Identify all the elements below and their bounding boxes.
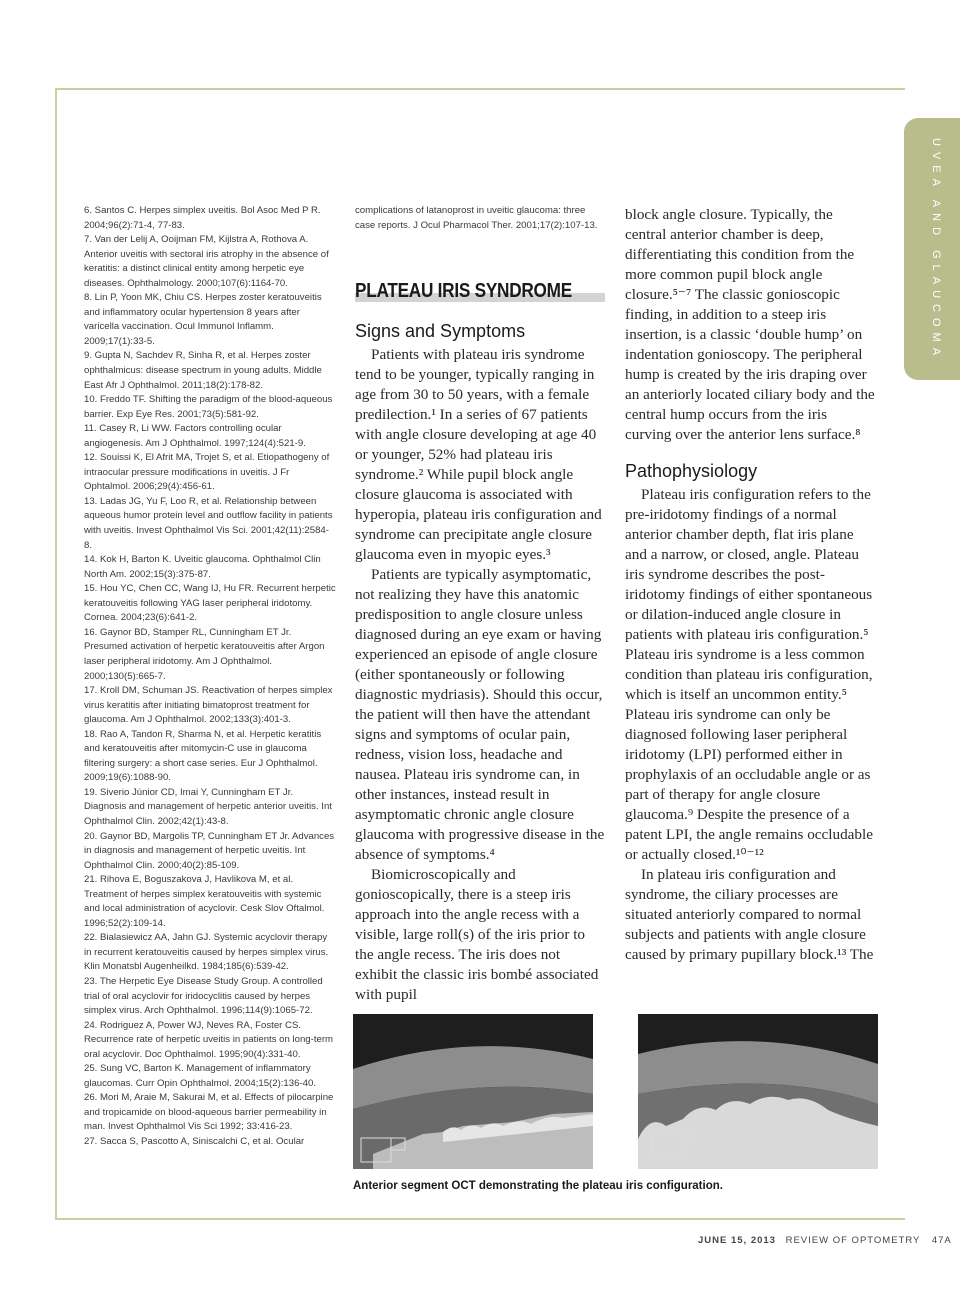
body-column-3	[625, 485, 875, 965]
reference-item: 25. Sung VC, Barton K. Management of inflammatory glaucomas. Curr Opin Ophthalmol. 2004;15(2):136-40.	[84, 1063, 316, 1089]
footer-date: JUNE 15, 2013	[698, 1235, 776, 1246]
subheading-signs-symptoms: Signs and Symptoms	[355, 321, 526, 341]
footer-publication: REVIEW OF OPTOMETRY	[785, 1235, 921, 1246]
section-title: PLATEAU IRIS SYNDROME	[355, 280, 572, 302]
reference-continuation: complications of latanoprost in uveitic glaucoma: three case reports. J Ocul Pharmacol Ther. 2001;17(2):107-13.	[355, 205, 598, 231]
paragraph: Plateau iris configuration refers to the pre-iridotomy findings of a normal anterior chamber depth, flat iris plane and a narrow, or closed, angle. Plateau iris syndrome describes the post-iridotomy findings of either spontaneous or dilation-induced angle closure in patients with plateau iris configuration.⁵ Plateau iris syndrome is a less common condition than plateau iris configuration, which is itself an uncommon entity.⁵ Plateau iris syndrome can only be diagnosed following laser peripheral iridotomy (LPI) performed either in prophylaxis of an occludable angle or as part of therapy for angle closure glaucoma.⁹ Despite the presence of a patent LPI, the angle remains occludable or actually closed.¹⁰⁻¹²	[625, 486, 873, 863]
reference-item: 6. Santos C. Herpes simplex uveitis. Bol Asoc Med P R. 2004;96(2):71-4, 77-83.	[84, 205, 321, 231]
reference-item: 27. Sacca S, Pascotto A, Siniscalchi C, et al. Ocular	[84, 1136, 305, 1147]
page-number: 47A	[931, 1235, 952, 1246]
reference-item: 12. Souissi K, El Afrit MA, Trojet S, et al. Etiopathogeny of intraocular pressure modifications in uveitis. J Fr Ophtalmol. 2006;29(4):456-61.	[84, 452, 330, 493]
reference-item: 7. Van der Lelij A, Ooijman FM, Kijlstra A, Rothova A. Anterior uveitis with sectoral iris atrophy in the absence of keratitis: a distinct clinical entity among herpetic eye diseases. Ophthalmology. 2000;107(6):1164-70.	[84, 234, 329, 289]
body-column-2	[355, 345, 605, 1005]
reference-item: 24. Rodriguez A, Power WJ, Neves RA, Foster CS. Recurrence rate of herpetic uveitis in patients on long-term oral acyclovir. Doc Ophthalmol. 1995;90(4):331-40.	[84, 1019, 334, 1060]
reference-item: 9. Gupta N, Sachdev R, Sinha R, et al. Herpes zoster ophthalmicus: disease spectrum in young adults. Middle East Afr J Ophthalmol. 2011;18(2):178-82.	[84, 350, 322, 391]
section-heading	[355, 280, 605, 302]
reference-item: 16. Gaynor BD, Stamper RL, Cunningham ET Jr. Presumed activation of herpetic keratouveitis after Argon laser peripheral iridotomy. Am J Ophthalmol. 2000;130(5):665-7.	[84, 626, 325, 682]
reference-item: 15. Hou YC, Chen CC, Wang IJ, Hu FR. Recurrent herpetic keratouveitis following YAG laser peripheral iridotomy. Cornea. 2004;23(6):641-2.	[84, 583, 336, 624]
figure-caption: Anterior segment OCT demonstrating the plateau iris configuration.	[353, 1180, 723, 1192]
reference-item: 21. Rihova E, Boguszakova J, Havlikova M, et al. Treatment of herpes simplex keratouveitis with systemic and local administration of acyclovir. Cesk Slov Oftalmol. 1996;52(2):109-14.	[84, 874, 325, 929]
oct-image-left	[353, 1014, 593, 1169]
reference-item: 11. Casey R, Li WW. Factors controlling ocular angiogenesis. Am J Ophthalmol. 1997;124(4):521-9.	[84, 423, 306, 449]
body-column-3-intro	[625, 205, 875, 445]
section-side-tab	[904, 118, 960, 380]
reference-item: 23. The Herpetic Eye Disease Study Group. A controlled trial of oral acyclovir for iridocyclitis caused by herpes simplex virus. Arch Ophthalmol. 1996;114(9):1065-72.	[84, 975, 323, 1017]
reference-item: 17. Kroll DM, Schuman JS. Reactivation of herpes simplex virus keratitis after initiating bimatoprost treatment for glaucoma. Am J Ophthalmol. 2002;133(3):401-3.	[84, 685, 333, 726]
page-footer	[698, 1235, 952, 1246]
paragraph: In plateau iris configuration and syndrome, the ciliary processes are situated anteriorly compared to normal subjects and patients with angle closure caused by primary pupillary block.¹³ The	[625, 866, 874, 963]
paragraph: Patients with plateau iris syndrome tend to be younger, typically ranging in age from 30 to 50 years, with a female predilection.¹ In a series of 67 patients with angle closure developing at age 40 or younger, 52% had plateau iris syndrome.² While pupil block angle closure glaucoma is associated with hyperopia, plateau iris configuration and syndrome can precipitate angle closure glaucoma even in myopic eyes.³	[355, 346, 602, 563]
oct-image-right	[638, 1014, 878, 1169]
reference-item: 19. Siverio Júnior CD, Imai Y, Cunningham ET Jr. Diagnosis and management of herpetic anterior uveitis. Int Ophthalmol Clin. 2002;42(1):43-8.	[84, 786, 332, 827]
reference-item: 26. Mori M, Araie M, Sakurai M, et al. Effects of pilocarpine and tropicamide on blood-aqueous barrier permeability in man. Invest Ophthalmol Vis Sci 1992; 33:416-23.	[84, 1092, 334, 1133]
reference-item: 20. Gaynor BD, Margolis TP, Cunningham ET Jr. Advances in diagnosis and management of herpetic uveitis. Int Ophthalmol Clin. 2000;40(2):85-109.	[84, 830, 335, 871]
reference-item: 14. Kok H, Barton K. Uveitic glaucoma. Ophthalmol Clin North Am. 2002;15(3):375-87.	[84, 554, 321, 580]
paragraph: Biomicroscopically and gonioscopically, there is a steep iris approach into the angle recess with a visible, large roll(s) of the iris prior to the angle recess. The iris does not exhibit the classic iris bombé associated with pupil	[355, 866, 599, 1003]
reference-list	[84, 204, 336, 1150]
paragraph: block angle closure. Typically, the central anterior chamber is deep, differentiating this condition from the more common pupil block angle closure.⁵⁻⁷ The classic gonioscopic finding, in addition to a steep iris insertion, is a classic ‘double hump’ on indentation gonioscopy. The peripheral hump is created by the iris draping over an anteriorly located ciliary body and the central hump occurs from the iris curving over the anterior lens surface.⁸	[625, 206, 875, 443]
side-tab-label: UVEA AND GLAUCOMA	[930, 138, 942, 362]
oct-figure	[353, 1014, 878, 1169]
reference-item: 22. Bialasiewicz AA, Jahn GJ. Systemic acyclovir therapy in recurrent keratouveitis caused by herpes simplex virus. Klin Monatsbl Augenheilkd. 1984;185(6):539-42.	[84, 932, 329, 973]
reference-item: 18. Rao A, Tandon R, Sharma N, et al. Herpetic keratitis and keratouveitis after mitomycin-C use in glaucoma filtering surgery: a short case series. Eur J Ophthalmol. 2009;19(6):1088-90.	[84, 728, 322, 784]
subheading-pathophysiology: Pathophysiology	[625, 461, 758, 481]
reference-item: 10. Freddo TF. Shifting the paradigm of the blood-aqueous barrier. Exp Eye Res. 2001;73(5):581-92.	[84, 394, 333, 420]
paragraph: Patients are typically asymptomatic, not realizing they have this anatomic predisposition to angle closure unless diagnosed during an eye exam or having experienced an episode of angle closure (either spontaneously or following diagnostic mydriasis). Should this occur, the patient will then have the attendant signs and symptoms of ocular pain, redness, vision loss, headache and nausea. Plateau iris syndrome can, in other instances, instead result in asymptomatic chronic angle closure glaucoma with progressive disease in the absence of symptoms.⁴	[355, 566, 605, 863]
reference-item: 8. Lin P, Yoon MK, Chiu CS. Herpes zoster keratouveitis and inflammatory ocular hypertension 8 years after varicella vaccination. Ocul Immunol Inflamm. 2009;17(1):33-5.	[84, 292, 322, 347]
reference-item: 13. Ladas JG, Yu F, Loo R, et al. Relationship between aqueous humor protein level and outflow facility in patients with uveitis. Invest Ophthalmol Vis Sci. 2001;42(11):2584-8.	[84, 495, 333, 551]
